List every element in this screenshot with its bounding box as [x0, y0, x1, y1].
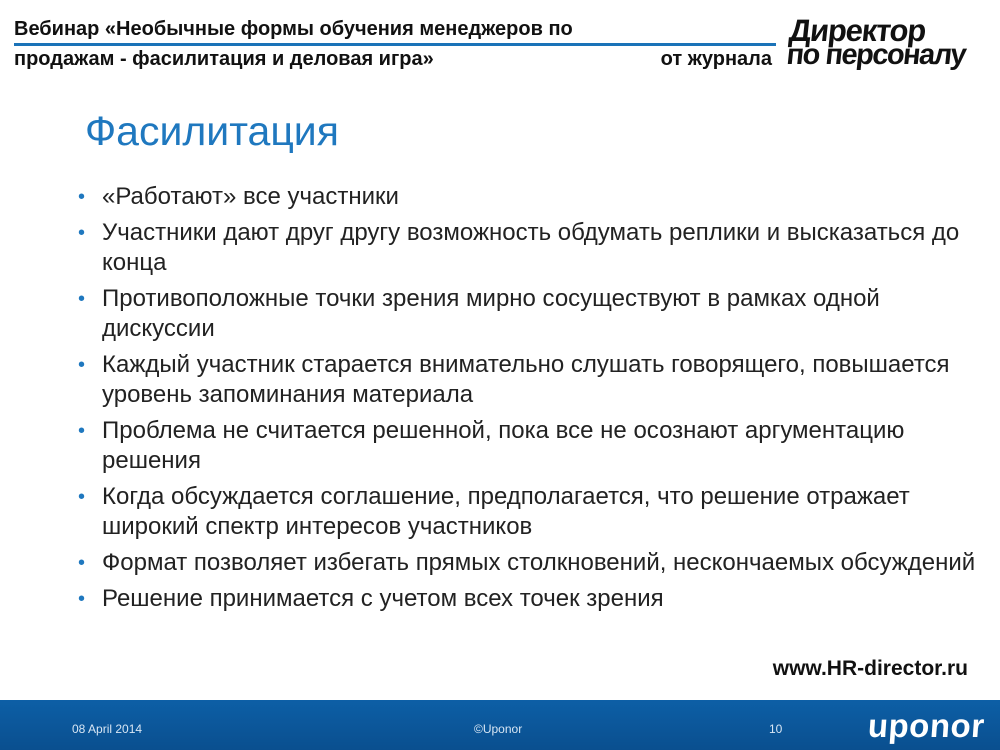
director-logo: [785, 13, 995, 71]
list-item: [78, 218, 978, 278]
bullet-text: «Работают» все участники: [102, 183, 399, 210]
footer-date: 08 April 2014: [72, 722, 143, 736]
bullet-text: Участники дают друг другу возможность обдумать реплики и высказаться до конца: [102, 219, 960, 276]
bullet-text: Когда обсуждается соглашение, предполагается, что решение отражает широкий спектр интересов участников: [102, 483, 910, 540]
bullet-text: Проблема не считается решенной, пока все не осознают аргументацию решения: [102, 417, 905, 474]
logo-line2: по персоналу: [785, 39, 967, 71]
journal-label: от журнала: [660, 48, 772, 70]
list-item: [78, 482, 978, 542]
header-divider: [14, 43, 776, 46]
bullet-dot-icon: •: [78, 420, 86, 442]
logo-line1: Директор: [787, 13, 928, 48]
bullet-dot-icon: •: [78, 486, 86, 508]
uponor-logo: uponor: [866, 707, 986, 744]
footer-copyright: ©Uponor: [474, 722, 523, 736]
list-item: [78, 416, 978, 476]
bullet-dot-icon: •: [78, 186, 86, 208]
page-number: 10: [769, 722, 783, 736]
bullet-text: Противоположные точки зрения мирно сосуществуют в рамках одной дискуссии: [102, 285, 880, 342]
list-item: [78, 548, 978, 578]
bullet-text: Решение принимается с учетом всех точек зрения: [102, 585, 664, 612]
bullet-text: Каждый участник старается внимательно слушать говорящего, повышается уровень запоминания материала: [102, 351, 950, 408]
list-item: [78, 284, 978, 344]
bullet-dot-icon: •: [78, 354, 86, 376]
list-item: [78, 350, 978, 410]
slide-header: [0, 0, 1000, 80]
website-link[interactable]: www.HR-director.ru: [772, 657, 968, 680]
list-item: [78, 584, 978, 614]
webinar-title-line1: Вебинар «Необычные формы обучения менеджеров по: [14, 18, 573, 40]
webinar-title-line2-text: продажам - фасилитация и деловая игра»: [14, 48, 434, 70]
webinar-title-line2: [14, 44, 784, 74]
bullet-dot-icon: •: [78, 588, 86, 610]
list-item: [78, 182, 978, 212]
bullet-list: [78, 182, 978, 620]
bullet-text: Формат позволяет избегать прямых столкновений, нескончаемых обсуждений: [102, 549, 976, 576]
bullet-dot-icon: •: [78, 288, 86, 310]
slide-title: Фасилитация: [85, 108, 339, 154]
bullet-dot-icon: •: [78, 552, 86, 574]
bullet-dot-icon: •: [78, 222, 86, 244]
slide-footer: [0, 700, 1000, 750]
